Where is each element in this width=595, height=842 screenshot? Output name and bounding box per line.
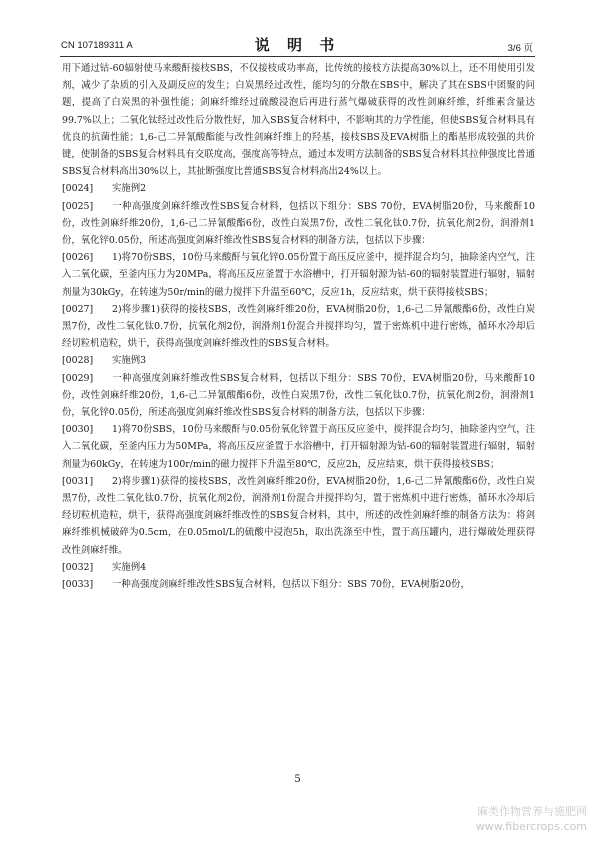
- paragraph-text: 一种高强度剑麻纤维改性SBS复合材料，包括以下组分：SBS 70份，EVA树脂20份，马来酸酐10份，改性剑麻纤维20份，1,6-己二异氰酸酯6份，改性白炭黑7份，改性二氧化钛0.7份，抗氧化剂2份，润滑剂1份，氧化锌0.05份，所述高强度剑麻纤维改性SBS复合材料的制备方法，包括以下步骤：: [62, 200, 535, 247]
- paragraph-text: 一种高强度剑麻纤维改性SBS复合材料，包括以下组分：SBS 70份，EVA树脂20份，: [112, 579, 470, 591]
- watermark: [476, 804, 587, 834]
- paragraph-number: [0028]: [62, 355, 94, 367]
- paragraph-text: 2)将步骤1)获得的接枝SBS，改性剑麻纤维20份，EVA树脂20份，1,6-己二异氰酸酯6份，改性白炭黑7份，改性二氧化钛0.7份，抗氧化剂2份，润滑剂1份混合并搅拌均匀，置于密炼机中进行密炼，循环水冷却后经切粒机造粒，烘干，获得高强度剑麻纤维改性的SBS复合材料，其中，所述的改性剑麻纤维的制备方法为：将剑麻纤维机械破碎为0.5cm，在0.05mol/L的硫酸中浸泡5h，取出洗涤至中性，置于高压罐内，进行爆破处理获得改性剑麻纤维。: [62, 475, 535, 556]
- document-body: [62, 60, 535, 593]
- section-heading: [62, 559, 535, 576]
- heading-text: 实施例2: [112, 183, 147, 195]
- document-title: 说 明 书: [254, 36, 341, 54]
- paragraph-number: [0032]: [62, 561, 94, 573]
- numbered-paragraph: [62, 473, 535, 559]
- paragraph-number: [0025]: [62, 200, 94, 212]
- paragraph-text: 1)将70份SBS，10份马来酸酐与0.05份氧化锌置于高压反应釜中，搅拌混合均匀，抽除釜内空气，注入二氧化碳，至釜内压力为50MPa，将高压反应釜置于水浴槽中，打开辐射源为钴-60的辐射装置进行辐射，辐射剂量为60kGy，在转速为100r/min的磁力搅拌下升温至80℃，反应2h，反应结束，烘干获得接枝SBS；: [62, 424, 535, 470]
- paragraph-number: [0024]: [62, 183, 94, 195]
- paragraph-number: [0026]: [62, 252, 94, 264]
- page-indicator: 3/6 页: [507, 43, 533, 54]
- page-header: [0, 0, 595, 60]
- watermark-site-name: 麻类作物营养与施肥网: [477, 805, 587, 818]
- paragraph-text: 一种高强度剑麻纤维改性SBS复合材料，包括以下组分：SBS 70份，EVA树脂20份，马来酸酐10份，改性剑麻纤维20份，1,6-己二异氰酸酯6份，改性白炭黑7份，改性二氧化钛0.7份，抗氧化剂2份，润滑剂1份，氧化锌0.05份，所述高强度剑麻纤维改性SBS复合材料的制备方法，包括以下步骤：: [62, 372, 535, 419]
- heading-text: 实施例3: [112, 355, 147, 367]
- paragraph-number: [0031]: [62, 475, 94, 487]
- lead-paragraph: 用下通过钴-60辐射使马来酸酐接枝SBS，不仅接枝成功率高，比传统的接枝方法提高30%以上，还不用使用引发剂，减少了杂质的引入及副反应的发生；白炭黑经过改性，能均匀的分散在SBS中，解决了其在SBS中团聚的问题，提高了白炭黑的补强性能；剑麻纤维经过硫酸浸泡后再进行蒸气爆破获得的改性剑麻纤维，纤维素含量达99.7%以上；二氧化钛经过改性后分散性好，加入SBS复合材料中，不影响其的力学性能，但使SBS复合材料具有优良的抗菌性能；1,6-己二异氰酸酯能与改性剑麻纤维上的羟基，接枝SBS及EVA树脂上的酯基形成较强的共价键，使制备的SBS复合材料具有交联度高，强度高等特点，通过本发明方法制备的SBS复合材料其拉伸强度比普通SBS复合材料高出30%以上，其扯断强度比普通SBS复合材料高出24%以上。: [62, 63, 535, 178]
- paragraph-list: [62, 180, 535, 593]
- numbered-paragraph: [62, 421, 535, 473]
- header-rule: [60, 56, 535, 57]
- numbered-paragraph: [62, 576, 535, 593]
- paragraph-number: [0033]: [62, 579, 94, 591]
- watermark-url: www.fibercrops.com: [475, 820, 587, 833]
- page-number: 5: [294, 774, 301, 785]
- section-heading: [62, 180, 535, 197]
- numbered-paragraph: [62, 370, 535, 422]
- paragraph-text: 2)将步骤1)获得的接枝SBS，改性剑麻纤维20份，EVA树脂20份，1,6-己二异氰酸酯6份，改性白炭黑7份，改性二氧化钛0.7份，抗氧化剂2份，润滑剂1份混合并搅拌均匀，置于密炼机中进行密炼，循环水冷却后经切粒机造粒，烘干，获得高强度剑麻纤维改性的SBS复合材料。: [62, 303, 535, 350]
- paragraph-number: [0030]: [62, 424, 94, 436]
- paragraph-number: [0029]: [62, 372, 94, 384]
- numbered-paragraph: [62, 198, 535, 250]
- section-heading: [62, 352, 535, 369]
- numbered-paragraph: [62, 301, 535, 353]
- paragraph-number: [0027]: [62, 303, 94, 315]
- paragraph-text: 1)将70份SBS，10份马来酸酐与氧化锌0.05份置于高压反应釜中，搅拌混合均匀，抽除釜内空气，注入二氧化碳，至釜内压力为20MPa，将高压反应釜置于水浴槽中，打开辐射源为钴-60的辐射装置进行辐射，辐射剂量为30kGy，在转速为50r/min的磁力搅拌下升温至60℃，反应1h，反应结束，烘干获得接枝SBS；: [62, 252, 535, 298]
- numbered-paragraph: [62, 249, 535, 301]
- publication-number: CN 107189311 A: [61, 40, 133, 51]
- heading-text: 实施例4: [112, 561, 147, 573]
